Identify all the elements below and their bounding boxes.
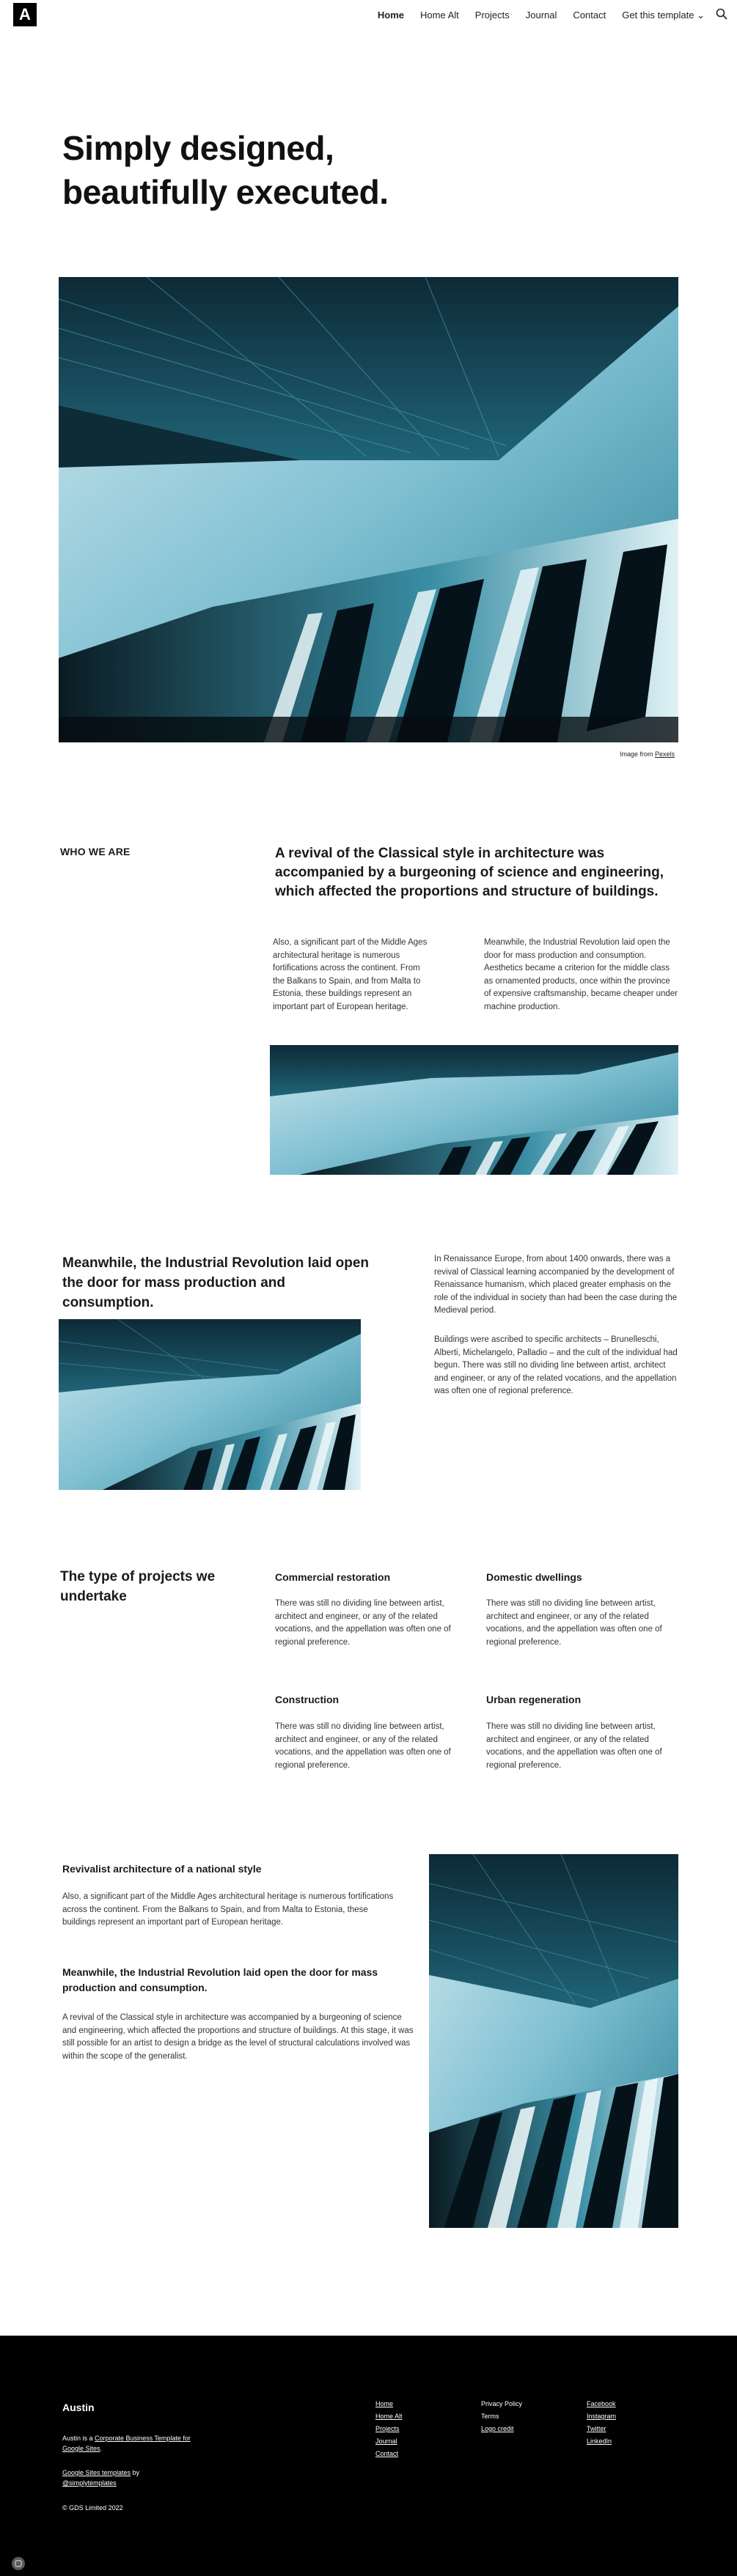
- who-paragraph-1: Also, a significant part of the Middle Ages architectural heritage is numerous fortifications across the continent. From the Balkans to Spain, and from Malta to Estonia, these buildings represent an important part of European heritage.: [273, 938, 428, 1011]
- nav-journal[interactable]: Journal: [525, 10, 557, 21]
- revivalist-building-image: [429, 1854, 678, 2228]
- footer-link-twitter[interactable]: Twitter: [587, 2425, 606, 2432]
- site-header: [0, 0, 737, 31]
- type-construction-text: There was still no dividing line between artist, architect and engineer, or any of the related vocations, and the appellation was often one of regional preference.: [275, 1722, 451, 1770]
- footer-link-terms[interactable]: Terms: [481, 2413, 499, 2420]
- nav-home-alt[interactable]: Home Alt: [420, 10, 459, 21]
- footer-link-home[interactable]: Home: [375, 2400, 394, 2407]
- revivalist-paragraph-1: Also, a significant part of the Middle Ages architectural heritage is numerous fortifications across the continent. From the Balkans to Spain, and from Malta to Estonia, these buildings represent an important part of European heritage.: [62, 1892, 394, 1927]
- hero-title-line2: beautifully executed.: [62, 173, 389, 211]
- footer-link-journal[interactable]: Journal: [375, 2437, 397, 2445]
- type-domestic-title: Domestic dwellings: [486, 1571, 582, 1583]
- image-credit: [620, 750, 675, 758]
- search-icon[interactable]: [715, 7, 728, 21]
- footer-link-home-alt[interactable]: Home Alt: [375, 2413, 403, 2420]
- footer-templates-by: by: [131, 2469, 140, 2476]
- image-credit-prefix: Image from: [619, 750, 655, 758]
- footer-link-projects[interactable]: Projects: [375, 2425, 400, 2432]
- revivalist-subheading: Meanwhile, the Industrial Revolution laid open the door for mass production and consumption.: [62, 1966, 378, 1993]
- site-logo[interactable]: A: [13, 3, 37, 26]
- footer-description: [62, 2433, 209, 2454]
- footer-copyright: © GDS Limited 2022: [62, 2504, 123, 2512]
- site-footer: [0, 2336, 737, 2576]
- footer-google-sites-link[interactable]: Google Sites templates: [62, 2469, 131, 2476]
- footer-social-column: [587, 2400, 616, 2445]
- footer-link-logo-credit[interactable]: Logo credit: [481, 2425, 514, 2432]
- hero-title: [62, 126, 502, 214]
- footer-templates-credit: [62, 2468, 209, 2488]
- footer-brand: Austin: [62, 2402, 95, 2413]
- industrial-heading: Meanwhile, the Industrial Revolution laid open the door for mass production and consumption.: [62, 1255, 370, 1310]
- type-urban-title: Urban regeneration: [486, 1694, 582, 1705]
- main-nav: [378, 10, 705, 21]
- who-building-image: [270, 1045, 678, 1175]
- footer-desc-suffix: .: [100, 2445, 103, 2452]
- nav-contact[interactable]: Contact: [573, 10, 606, 21]
- nav-projects[interactable]: Projects: [474, 10, 510, 21]
- nav-get-template[interactable]: Get this template ⌄: [622, 10, 705, 21]
- type-domestic-text: There was still no dividing line between artist, architect and engineer, or any of the related vocations, and the appellation was often one of regional preference.: [486, 1599, 662, 1647]
- who-we-are-heading: A revival of the Classical style in architecture was accompanied by a burgeoning of science and engineering, which affected the proportions and structure of buildings.: [275, 846, 664, 899]
- types-heading: The type of projects we undertake: [60, 1569, 216, 1604]
- revivalist-heading: Revivalist architecture of a national style: [62, 1863, 262, 1875]
- footer-author-link[interactable]: @simplytemplates: [62, 2479, 117, 2487]
- industrial-paragraph-2: Buildings were ascribed to specific architects – Brunelleschi, Alberti, Michelangelo, Palladio – and the cult of the individual had begun. There was still no dividing line between artist, architect and engineer, or any of the related vocations, and the appellation was often one of regional preference.: [434, 1335, 678, 1395]
- footer-link-facebook[interactable]: Facebook: [587, 2400, 616, 2407]
- who-paragraph-2: Meanwhile, the Industrial Revolution laid open the door for mass production and consumption. Aesthetics became a criterion for the middle class as ornamented products, once within the province of expensive craftsmanship, became cheaper under machine production.: [484, 938, 678, 1011]
- footer-link-privacy[interactable]: Privacy Policy: [481, 2400, 523, 2407]
- type-commercial-title: Commercial restoration: [275, 1571, 391, 1583]
- footer-nav-column: [375, 2400, 403, 2457]
- hero-building-image: [59, 277, 678, 742]
- nav-home[interactable]: Home: [377, 10, 405, 21]
- type-urban-text: There was still no dividing line between artist, architect and engineer, or any of the related vocations, and the appellation was often one of regional preference.: [486, 1722, 662, 1770]
- type-construction-title: Construction: [275, 1694, 340, 1705]
- industrial-paragraph-1: In Renaissance Europe, from about 1400 onwards, there was a revival of Classical learning accompanied by the development of Renaissance humanism, which placed greater emphasis on the role of the individual in society than had been the case during the Medieval period.: [434, 1255, 678, 1315]
- industrial-building-image: [59, 1319, 361, 1490]
- footer-template-link[interactable]: Corporate Business Template for Google Sites: [62, 2435, 191, 2452]
- footer-link-contact[interactable]: Contact: [375, 2450, 399, 2457]
- who-we-are-label: WHO WE ARE: [60, 846, 131, 857]
- revivalist-paragraph-2: A revival of the Classical style in architecture was accompanied by a burgeoning of science and engineering, which affected the proportions and structure of buildings. At this stage, it was still possible for an artist to design a bridge as the level of structural calculations involved was within the scope of the generalist.: [62, 2013, 414, 2061]
- footer-link-instagram[interactable]: Instagram: [587, 2413, 617, 2420]
- footer-desc-prefix: Austin is a: [62, 2435, 95, 2442]
- type-commercial-text: There was still no dividing line between artist, architect and engineer, or any of the related vocations, and the appellation was often one of regional preference.: [275, 1599, 451, 1647]
- footer-link-linkedin[interactable]: LinkedIn: [587, 2437, 612, 2445]
- site-info-icon[interactable]: [12, 2557, 25, 2570]
- footer-legal-column: [481, 2400, 522, 2432]
- hero-title-line1: Simply designed,: [62, 129, 334, 167]
- pexels-link[interactable]: Pexels: [654, 750, 675, 758]
